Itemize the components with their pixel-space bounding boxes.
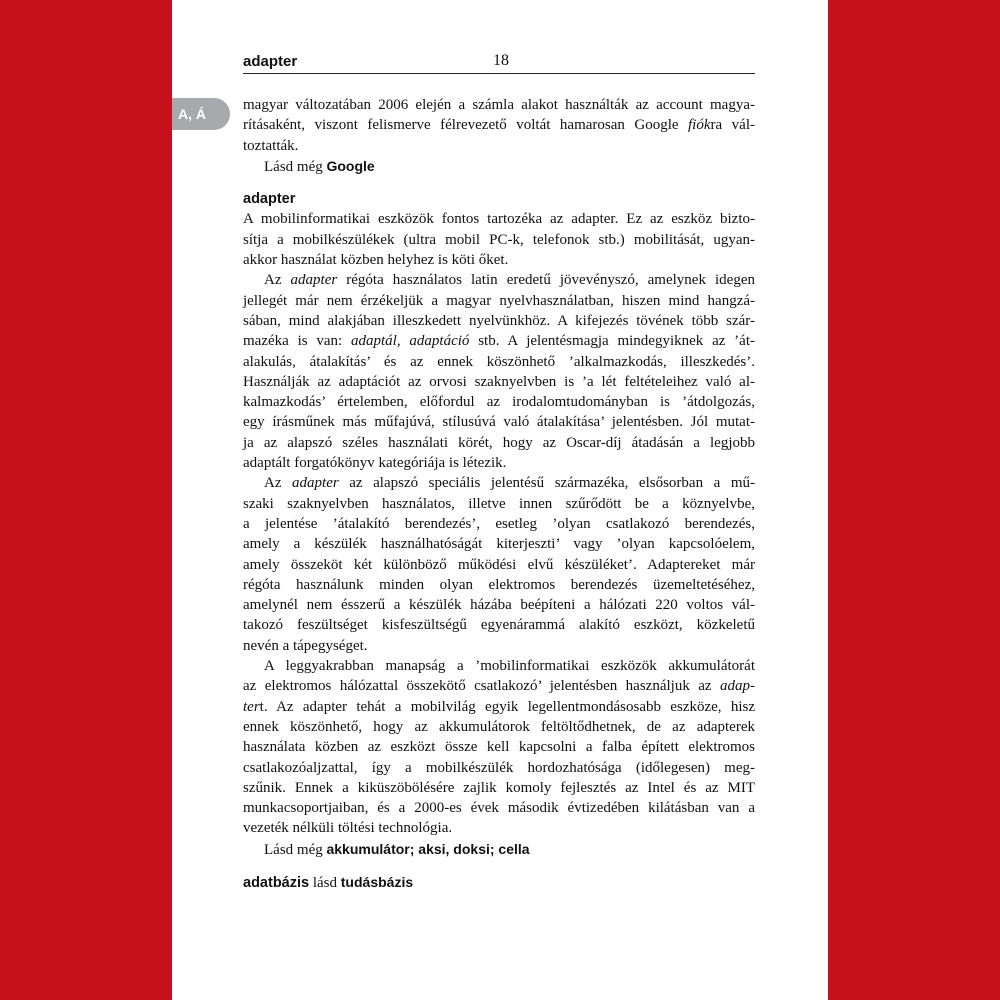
text-line: a jelentése ’átalakító berendezés’, esetleg ’olyan csatlakozó berendezés, bbox=[243, 515, 755, 532]
section-tab: A, Á bbox=[172, 98, 230, 130]
text-line: alakulás, átalakítás’ és az ennek köszönhető ’alkalmazkodás, illeszkedés’. bbox=[243, 353, 755, 370]
text-line: Használják az adaptációt az orvosi szaknyelvben is ’a lét feltételeihez való al- bbox=[243, 373, 755, 390]
text-line: A mobilinformatikai eszközök fontos tartozéka az adapter. Ez az eszköz bizto- bbox=[243, 211, 755, 228]
running-header bbox=[243, 52, 755, 74]
dictionary-text bbox=[243, 95, 755, 893]
text-line: munkacsoportjaiban, és a 2000-es évek második évtizedében kilátásban van a bbox=[243, 800, 755, 817]
text-line: takozó feszültséget kisfeszültségű egyenárammá alakító eszközt, közkeletű bbox=[243, 617, 755, 634]
text-line: vezeték nélküli töltési technológia. bbox=[243, 820, 453, 837]
cross-reference-link[interactable]: tudásbázis bbox=[340, 873, 414, 890]
text-line: régóta használunk minden olyan elektromos berendezés üzemeltetéséhez, bbox=[243, 576, 755, 593]
cross-reference-link[interactable]: Google bbox=[326, 157, 375, 174]
text-line: adaptált forgatókönyv kategóriája is létezik. bbox=[243, 455, 507, 472]
entry-headword: adapter bbox=[243, 191, 296, 208]
running-head-word: adapter bbox=[243, 53, 298, 70]
text-line: rításaként, viszont felismerve félrevezető voltát hamarosan Google fiókra vál- bbox=[243, 117, 755, 134]
text-line: tert. Az adapter tehát a mobilvilág egyik legellentmondásosabb eszköze, hisz bbox=[243, 698, 755, 715]
see-also: Lásd még Google bbox=[264, 157, 375, 175]
see-also: Lásd még akkumulátor; aksi, doksi; cella bbox=[264, 840, 530, 858]
text-line: az elektromos hálózattal összekötő csatlakozó’ jelentésben használjuk az adap- bbox=[243, 678, 755, 695]
text-line: toztatták. bbox=[243, 137, 299, 154]
paragraph-4 bbox=[243, 656, 755, 839]
paragraph-3 bbox=[243, 473, 755, 656]
text-line: használata közben az eszközt össze kell kapcsolni a falba épített elektromos bbox=[243, 739, 755, 756]
text-line: A leggyakrabban manapság a ’mobilinformatikai eszközök akkumulátorát bbox=[264, 658, 755, 675]
text-line: Az adapter régóta használatos latin eredetű jövevényszó, amelynek idegen bbox=[264, 272, 755, 289]
entry-adatbazis: adatbázis lásd tudásbázis bbox=[243, 873, 414, 891]
intro-paragraph bbox=[243, 95, 755, 177]
text-line: amely összeköt két különböző működési elvű készüléket’. Adaptereket már bbox=[243, 556, 755, 573]
text-line: csatlakozóaljzattal, így a mobilkészülék hordozhatósága (időlegesen) meg- bbox=[243, 759, 755, 776]
text-line: nevén a tápegységet. bbox=[243, 637, 368, 654]
text-line: mazéka is van: adaptál, adaptáció stb. A jelentésmagja mindegyiknek az ’át- bbox=[243, 333, 755, 350]
text-line: kalmazkodás’ értelemben, előfordul az irodalomtudományban is ’átdolgozás, bbox=[243, 394, 755, 411]
text-line: egy írásműnek más műfajúvá, stílusúvá való átalakítása’ jelentésben. Jól mutat- bbox=[243, 414, 755, 431]
cross-reference-link[interactable]: akkumulátor; aksi, doksi; cella bbox=[326, 840, 530, 857]
paragraph-2 bbox=[243, 270, 755, 473]
text-line: jellegét már nem érzékeljük a magyar nyelvhasználatban, hiszen mind hangzá- bbox=[243, 292, 755, 309]
text-line: amely a készülék használhatóságát kiterjeszti’ vagy ’olyan kapcsolóelem, bbox=[243, 536, 755, 553]
header-rule bbox=[243, 73, 755, 74]
text-line: ja az alapszó széles használati körét, hogy az Oscar-díj átadásán a legjobb bbox=[243, 434, 755, 451]
text-line: szűnik. Ennek a kiküszöbölésére zajlik komoly fejlesztés az Intel és az MIT bbox=[243, 779, 755, 796]
text-line: akkor használat közben helyhez is köti őket. bbox=[243, 252, 509, 269]
text-line: sítja a mobilkészülékek (ultra mobil PC-k, telefonok stb.) mobilitását, ugyan- bbox=[243, 231, 755, 248]
text-line: amelynél nem ésszerű a készülék házába beépíteni a hálózati 220 voltos vál- bbox=[243, 597, 755, 614]
paragraph-1 bbox=[243, 209, 755, 270]
entry-headword: adatbázis bbox=[243, 874, 310, 891]
text-line: Az adapter az alapszó speciális jelentésű származéka, elsősorban a mű- bbox=[264, 475, 755, 492]
text-line: sában, mind alakjában illeszkedett nyelvünkhöz. A kifejezés tövének több szár- bbox=[243, 312, 755, 329]
page-number: 18 bbox=[493, 52, 509, 69]
text-line: szaki szaknyelvben használatos, illetve innen szűrődött be a köznyelvbe, bbox=[243, 495, 755, 512]
text-line: magyar változatában 2006 elején a számla alakot használták az account magya- bbox=[243, 97, 755, 113]
text-line: ennek köszönhető, hogy az akkumulátorok feltöltődhetnek, de az adapterek bbox=[243, 718, 755, 735]
